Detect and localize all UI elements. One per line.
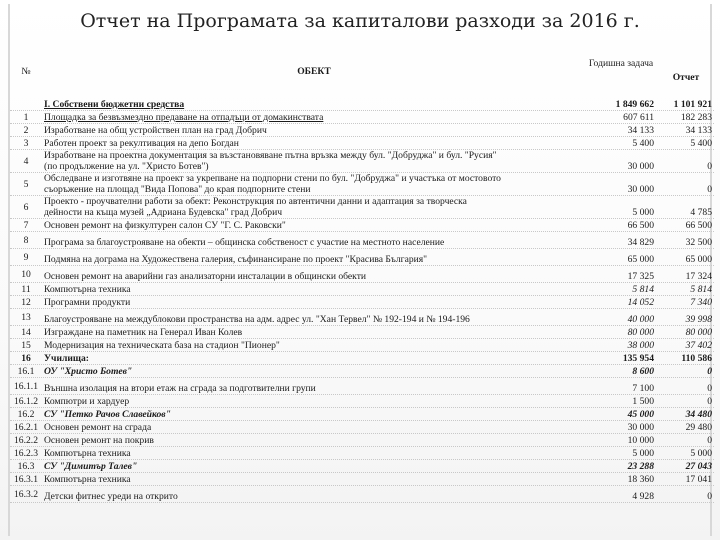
header-actual: Отчет — [672, 72, 700, 83]
row-object-name: Площадка за безвъзмездно предаване на отпадъци от домакинствата — [44, 112, 324, 123]
row-object-name: СУ "Петко Рачов Славейков" — [44, 409, 171, 420]
row-object-name: Благоустрояване на междублокови пространства на адм. адрес ул. "Хан Тервел" № 192-194 и № 194-196 — [44, 314, 470, 325]
table-row — [10, 196, 714, 219]
row-number: 3 — [23, 137, 29, 149]
row-object-name: Програмни продукти — [44, 297, 131, 308]
row-number: 10 — [21, 268, 31, 280]
table-row — [10, 339, 714, 352]
row-number: 16.1.1 — [14, 380, 38, 392]
row-object-name: Основен ремонт на физкултурен салон СУ "Г. С. Раковски" — [44, 220, 286, 231]
page-title: Отчет на Програмата за капиталови разходи за 2016 г. — [80, 10, 640, 32]
row-object-name: Външна изолация на втори етаж на сграда за подготвителни групи — [44, 383, 316, 394]
row-object-name: Основен ремонт на сграда — [44, 422, 152, 433]
row-number: 2 — [23, 124, 29, 136]
row-object-name: Компютърна техника — [44, 284, 131, 295]
row-number: 11 — [21, 283, 31, 295]
row-plan-value: 30 000 — [627, 161, 654, 172]
row-object-name: I. Собствени бюджетни средства — [44, 99, 185, 110]
row-object-name: Обследване и изготвяне на проект за укрепване на подпорни стени по бул. "Добруджа" и участъка от мостовото съоръжение на площад "Вида Попова" до края подпорните стени — [44, 173, 501, 195]
table-row — [10, 365, 714, 378]
row-actual-value: 17 041 — [685, 474, 712, 485]
row-actual-value: 182 283 — [680, 112, 712, 123]
table-row — [10, 283, 714, 296]
row-object-name: Основен ремонт на покрив — [44, 435, 154, 446]
row-object-name: Подмяна на дограма на Художествена галерия, съфинансиране по проект "Красива България" — [44, 254, 428, 265]
row-number: 12 — [21, 296, 31, 308]
row-actual-value: 32 500 — [685, 237, 712, 248]
table-row — [10, 395, 714, 408]
row-number: 16 — [21, 352, 31, 364]
row-plan-value: 5 814 — [632, 284, 654, 295]
table-header — [10, 58, 714, 98]
row-actual-value: 0 — [707, 383, 712, 394]
row-plan-value: 30 000 — [627, 422, 654, 433]
row-actual-value: 27 043 — [685, 461, 712, 472]
row-plan-value: 40 000 — [627, 314, 654, 325]
row-object-name: ОУ "Христо Ботев" — [44, 366, 133, 377]
table-body — [10, 98, 714, 503]
row-object-name: Изграждане на паметник на Генерал Иван Колев — [44, 327, 243, 338]
row-actual-value: 37 402 — [685, 340, 712, 351]
row-plan-value: 34 133 — [627, 125, 654, 136]
table-row — [10, 111, 714, 124]
row-plan-value: 66 500 — [627, 220, 654, 231]
row-object-name: Работен проект за рекултивация на депо Богдан — [44, 138, 239, 149]
row-object-name: Проекто - проучвателни работи за обект: Реконструкция по автентични данни и адаптация за творческа дейности на къща музей „Адриана Будевска" град Добрич — [44, 196, 467, 218]
table-row — [10, 309, 714, 326]
row-plan-value: 14 052 — [627, 297, 654, 308]
row-plan-value: 1 849 662 — [615, 99, 654, 110]
row-actual-value: 29 480 — [685, 422, 712, 433]
row-number: 7 — [23, 219, 29, 231]
table-row — [10, 378, 714, 395]
table-row — [10, 421, 714, 434]
row-number: 16.1 — [17, 365, 35, 377]
row-plan-value: 45 000 — [627, 409, 654, 420]
row-actual-value: 80 000 — [685, 327, 712, 338]
row-number: 16.1.2 — [14, 395, 38, 407]
row-object-name: Изработване на проектна документация за възстановяване пътна връзка между бул. "Добруджа" и бул. "Русия" (по продължение на ул. "Христо Ботев") — [44, 150, 497, 172]
row-number: 8 — [23, 234, 29, 246]
header-number: № — [21, 66, 31, 77]
table-row — [10, 408, 714, 421]
row-plan-value: 80 000 — [627, 327, 654, 338]
table-row — [10, 249, 714, 266]
row-plan-value: 1 500 — [632, 396, 654, 407]
row-number: 16.3.2 — [14, 488, 38, 500]
row-actual-value: 17 324 — [685, 271, 712, 282]
row-plan-value: 10 000 — [627, 435, 654, 446]
row-plan-value: 23 288 — [627, 461, 654, 472]
row-plan-value: 18 360 — [627, 474, 654, 485]
row-number: 16.2 — [17, 408, 35, 420]
row-actual-value: 5 000 — [690, 448, 712, 459]
row-actual-value: 34 480 — [685, 409, 712, 420]
table-row — [10, 296, 714, 309]
row-plan-value: 34 829 — [627, 237, 654, 248]
table-row — [10, 447, 714, 460]
row-number: 14 — [21, 326, 31, 338]
row-plan-value: 8 600 — [632, 366, 654, 377]
row-object-name: СУ "Димитър Талев" — [44, 461, 138, 472]
table-row — [10, 232, 714, 249]
table-row — [10, 473, 714, 486]
table-row — [10, 266, 714, 283]
row-number: 15 — [21, 339, 31, 351]
row-actual-value: 39 998 — [685, 314, 712, 325]
row-plan-value: 607 611 — [623, 112, 654, 123]
row-actual-value: 0 — [707, 435, 712, 446]
row-number: 16.3 — [17, 460, 35, 472]
table-row — [10, 219, 714, 232]
row-object-name: Компютърна техника — [44, 474, 131, 485]
row-plan-value: 5 000 — [632, 448, 654, 459]
row-number: 4 — [23, 155, 29, 167]
row-actual-value: 0 — [707, 396, 712, 407]
row-plan-value: 135 954 — [622, 353, 654, 364]
row-actual-value: 66 500 — [685, 220, 712, 231]
table-row — [10, 150, 714, 173]
row-number: 16.2.1 — [14, 421, 38, 433]
row-plan-value: 7 100 — [632, 383, 654, 394]
header-plan: Годишна задача — [588, 58, 654, 69]
row-actual-value: 1 101 921 — [673, 99, 712, 110]
row-number: 16.2.2 — [14, 434, 38, 446]
row-actual-value: 7 340 — [690, 297, 712, 308]
row-actual-value: 5 814 — [690, 284, 712, 295]
table-row — [10, 352, 714, 365]
header-object: ОБЕКТ — [297, 66, 331, 77]
table-row — [10, 486, 714, 503]
row-number: 1 — [23, 111, 29, 123]
table-row — [10, 326, 714, 339]
row-object-name: Детски фитнес уреди на открито — [44, 491, 178, 502]
row-plan-value: 17 325 — [627, 271, 654, 282]
row-number: 16.3.1 — [14, 473, 38, 485]
row-plan-value: 5 000 — [632, 207, 654, 218]
row-number: 9 — [23, 251, 29, 263]
row-number: 5 — [23, 178, 29, 190]
row-actual-value: 110 586 — [681, 353, 712, 364]
capital-expenditure-table — [10, 58, 714, 503]
row-number: 6 — [23, 201, 29, 213]
row-actual-value: 4 785 — [690, 207, 712, 218]
row-actual-value: 0 — [707, 184, 712, 195]
row-actual-value: 0 — [707, 161, 712, 172]
row-actual-value: 0 — [707, 366, 712, 377]
row-object-name: Основен ремонт на аварийни газ анализаторни инсталации в общински обекти — [44, 271, 367, 282]
row-number: 16.2.3 — [14, 447, 38, 459]
table-row — [10, 434, 714, 447]
row-plan-value: 38 000 — [627, 340, 654, 351]
row-actual-value: 5 400 — [690, 138, 712, 149]
row-number: 13 — [21, 311, 31, 323]
table-row — [10, 98, 714, 111]
row-object-name: Програма за благоустрояване на обекти – общинска собственост с участие на местното население — [44, 237, 445, 248]
row-actual-value: 34 133 — [685, 125, 712, 136]
row-plan-value: 4 928 — [632, 491, 654, 502]
row-object-name: Компютри и хардуер — [44, 396, 130, 407]
row-actual-value: 65 000 — [685, 254, 712, 265]
row-object-name: Изработване на общ устройствен план на град Добрич — [44, 125, 267, 136]
table-row — [10, 124, 714, 137]
row-plan-value: 5 400 — [632, 138, 654, 149]
row-plan-value: 65 000 — [627, 254, 654, 265]
row-object-name: Модернизация на техническата база на стадион "Пионер" — [44, 340, 280, 351]
row-plan-value: 30 000 — [627, 184, 654, 195]
row-actual-value: 0 — [707, 491, 712, 502]
table-row — [10, 137, 714, 150]
row-object-name: Компютърна техника — [44, 448, 131, 459]
table-row — [10, 460, 714, 473]
table-row — [10, 173, 714, 196]
row-object-name: Училища: — [44, 353, 89, 364]
